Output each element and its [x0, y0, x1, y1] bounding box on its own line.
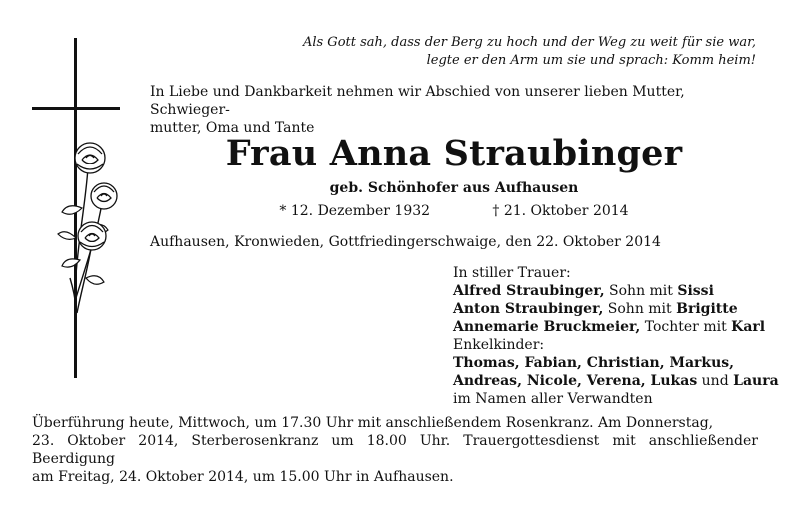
- mourners-closing: im Namen aller Verwandten: [453, 391, 653, 407]
- birth-date: * 12. Dezember 1932: [279, 203, 431, 219]
- life-dates: [150, 202, 758, 220]
- mourner-row: [453, 300, 758, 318]
- grandchildren-names: Laura: [733, 373, 779, 389]
- grandchildren-row: [453, 354, 758, 372]
- service-line: Überführung heute, Mittwoch, um 17.30 Uhr mit anschließendem Rosenkranz. Am Donnerstag,: [32, 415, 714, 431]
- poem: [150, 34, 756, 70]
- mourner-name: Alfred Straubinger,: [453, 283, 605, 299]
- grandchildren-names: Thomas, Fabian, Christian, Markus,: [453, 355, 735, 371]
- mourner-name: Annemarie Bruckmeier,: [453, 319, 641, 335]
- mourner-row: [453, 282, 758, 300]
- poem-line: legte er den Arm um sie und sprach: Komm heim!: [426, 53, 756, 68]
- service-line: am Freitag, 24. Oktober 2014, um 15.00 Uhr in Aufhausen.: [32, 469, 454, 485]
- relation-text: Sohn mit: [603, 301, 677, 317]
- mourner-row: [453, 318, 766, 336]
- partner-name: Brigitte: [676, 301, 738, 317]
- cross-with-roses-icon: [30, 38, 150, 378]
- death-date: † 21. Oktober 2014: [492, 203, 629, 219]
- grandchildren-names: Andreas, Nicole, Verena, Lukas: [453, 373, 698, 389]
- service-line: 23. Oktober 2014, Sterberosenkranz um 18.00 Uhr. Trauergottesdienst mit anschließender Beerdigung: [32, 433, 758, 467]
- partner-name: Sissi: [677, 283, 714, 299]
- mourner-name: Anton Straubinger,: [453, 301, 604, 317]
- intro-text: [150, 83, 758, 137]
- conjunction-text: und: [697, 373, 734, 389]
- relation-text: Sohn mit: [604, 283, 678, 299]
- grandchildren-label: Enkelkinder:: [453, 337, 545, 353]
- partner-name: Karl: [731, 319, 766, 335]
- maiden-name: geb. Schönhofer aus Aufhausen: [329, 180, 579, 196]
- poem-line: Als Gott sah, dass der Berg zu hoch und der Weg zu weit für sie war,: [302, 35, 756, 50]
- place-and-date: Aufhausen, Kronwieden, Gottfriedingerschwaige, den 22. Oktober 2014: [150, 234, 661, 250]
- intro-line: In Liebe und Dankbarkeit nehmen wir Abschied von unserer lieben Mutter, Schwieger-: [150, 84, 685, 118]
- mourners-list: [453, 264, 779, 408]
- mourners-heading: In stiller Trauer:: [453, 265, 571, 281]
- relation-text: Tochter mit: [640, 319, 732, 335]
- deceased-name: Frau Anna Straubinger: [225, 133, 683, 174]
- intro-line: mutter, Oma und Tante: [150, 120, 315, 136]
- grandchildren-row: [453, 372, 779, 390]
- service-details: [32, 414, 758, 486]
